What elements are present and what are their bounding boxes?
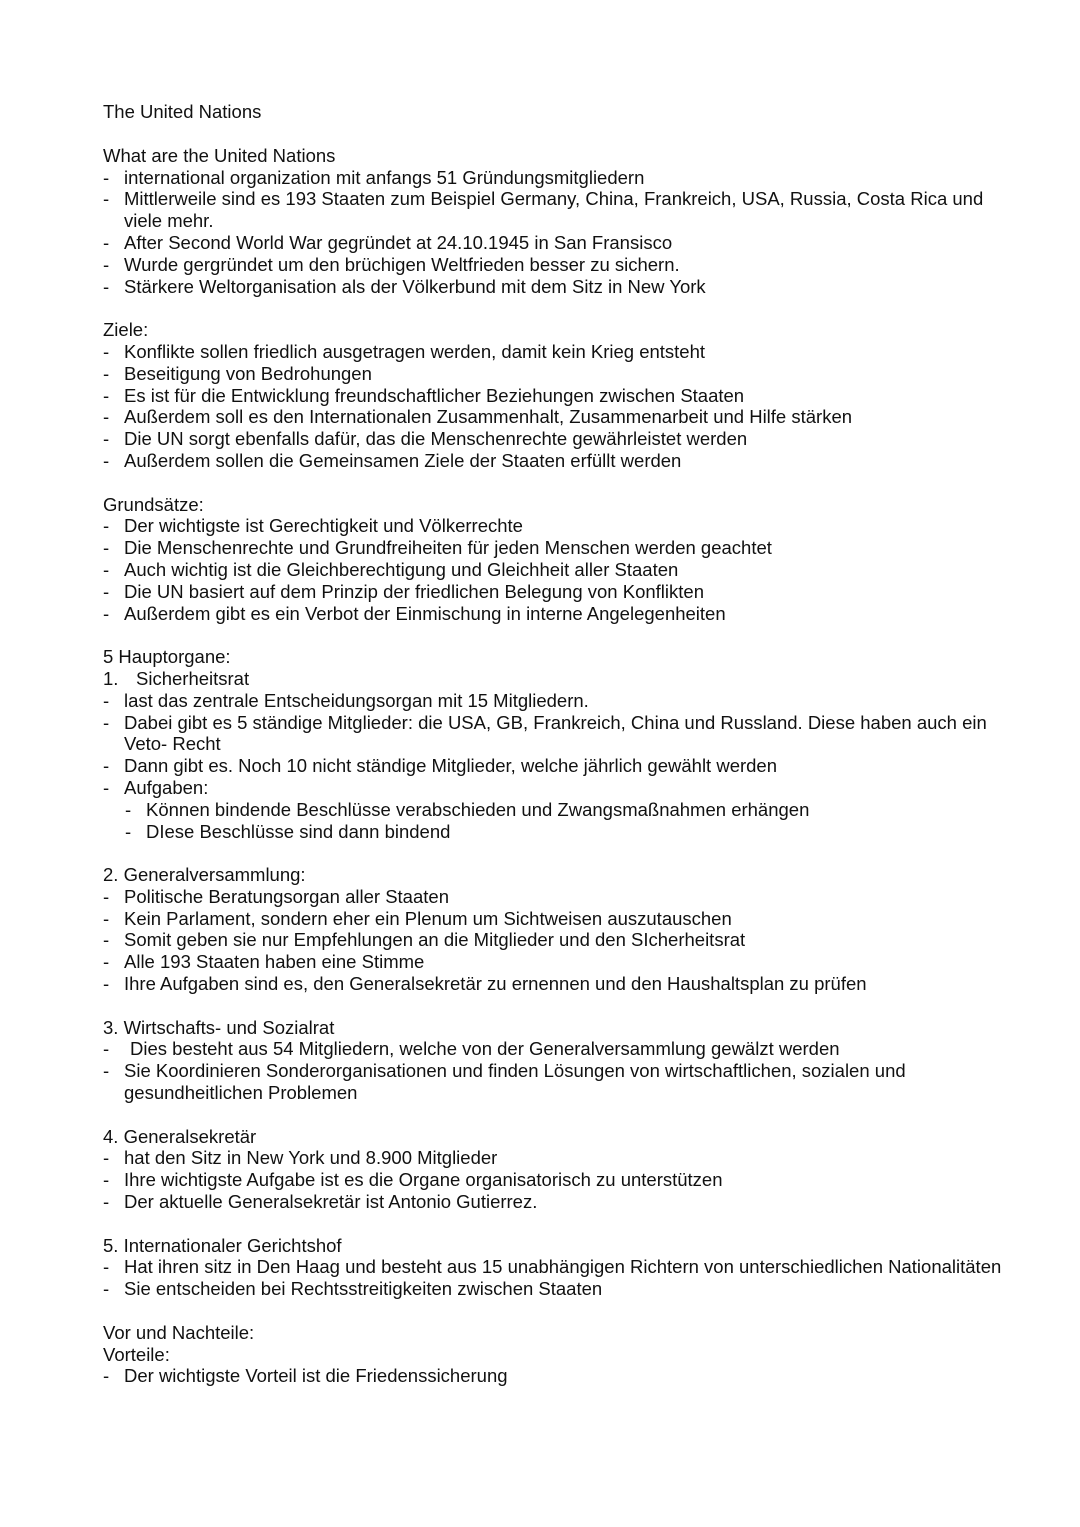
section-heading: Vor und Nachteile: (103, 1321, 255, 1343)
section-heading: 3. Wirtschafts- und Sozialrat (103, 1016, 335, 1038)
section-heading: Grundsätze: (103, 493, 204, 515)
section-grundsaetze (103, 494, 1020, 625)
item-number: 1. (103, 667, 119, 689)
list-item: - After Second World War gegründet at 24.10.1945 in San Fransisco (103, 232, 1020, 254)
section-heading: What are the United Nations (103, 144, 336, 166)
list-item: - Aufgaben: (103, 777, 1020, 799)
list-item: - Es ist für die Entwicklung freundschaftlicher Beziehungen zwischen Staaten (103, 385, 1020, 407)
section-intro (103, 145, 1020, 298)
sub-list-item: - Können bindende Beschlüsse verabschieden und Zwangsmaßnahmen erhängen (103, 799, 1020, 821)
list-item: - Sie Koordinieren Sonderorganisationen und finden Lösungen von wirtschaftlichen, sozialen und gesundheitlichen Problemen (103, 1060, 1020, 1104)
section-wirtschaftsrat (103, 1017, 1020, 1104)
list-item: - Stärkere Weltorganisation als der Völkerbund mit dem Sitz in New York (103, 276, 1020, 298)
list-item: - Alle 193 Staaten haben eine Stimme (103, 951, 1020, 973)
subsection-heading: Vorteile: (103, 1343, 170, 1365)
section-heading: 2. Generalversammlung: (103, 864, 306, 886)
section-generalversammlung (103, 864, 1020, 995)
list-item: - Außerdem sollen die Gemeinsamen Ziele der Staaten erfüllt werden (103, 450, 1020, 472)
list-item: - Die UN basiert auf dem Prinzip der friedlichen Belegung von Konflikten (103, 581, 1020, 603)
list-item: - Der wichtigste Vorteil ist die Friedenssicherung (103, 1365, 1020, 1387)
list-item: - Auch wichtig ist die Gleichberechtigung und Gleichheit aller Staaten (103, 559, 1020, 581)
list-item: - Dann gibt es. Noch 10 nicht ständige Mitglieder, welche jährlich gewählt werden (103, 755, 1020, 777)
section-heading: 5. Internationaler Gerichtshof (103, 1234, 342, 1256)
list-item: - Der wichtigste ist Gerechtigkeit und Völkerrechte (103, 515, 1020, 537)
list-item: - Politische Beratungsorgan aller Staaten (103, 886, 1020, 908)
list-item: - last das zentrale Entscheidungsorgan mit 15 Mitgliedern. (103, 690, 1020, 712)
item-title: Sicherheitsrat (136, 667, 250, 689)
section-heading: 4. Generalsekretär (103, 1125, 257, 1147)
section-heading: Ziele: (103, 319, 149, 341)
list-item: - international organization mit anfangs 51 Gründungsmitgliedern (103, 167, 1020, 189)
document-title: The United Nations (103, 101, 262, 122)
section-ziele (103, 319, 1020, 472)
list-item: - Mittlerweile sind es 193 Staaten zum Beispiel Germany, China, Frankreich, USA, Russia, Costa Rica und viele mehr. (103, 188, 1020, 232)
list-item: - Sie entscheiden bei Rechtsstreitigkeiten zwischen Staaten (103, 1278, 1020, 1300)
section-sicherheitsrat (103, 646, 1020, 842)
section-gerichtshof (103, 1235, 1020, 1300)
section-vor-nachteile (103, 1322, 1020, 1387)
list-item: - Außerdem gibt es ein Verbot der Einmischung in interne Angelegenheiten (103, 603, 1020, 625)
list-item: - Hat ihren sitz in Den Haag und besteht aus 15 unabhängigen Richtern von unterschiedlichen Nationalitäten (103, 1256, 1020, 1278)
list-item: - Die UN sorgt ebenfalls dafür, das die Menschenrechte gewährleistet werden (103, 428, 1020, 450)
list-item: - Kein Parlament, sondern eher ein Plenum um Sichtweisen auszutauschen (103, 908, 1020, 930)
list-item: - Die Menschenrechte und Grundfreiheiten für jeden Menschen werden geachtet (103, 537, 1020, 559)
section-generalsekretaer (103, 1126, 1020, 1213)
sub-list-item: - DIese Beschlüsse sind dann bindend (103, 821, 1020, 843)
list-item: - Beseitigung von Bedrohungen (103, 363, 1020, 385)
list-item: - Ihre wichtigste Aufgabe ist es die Organe organisatorisch zu unterstützen (103, 1169, 1020, 1191)
list-item: - Somit geben sie nur Empfehlungen an die Mitglieder und den SIcherheitsrat (103, 929, 1020, 951)
section-heading: 5 Hauptorgane: (103, 646, 231, 668)
list-item: - Wurde gergründet um den brüchigen Weltfrieden besser zu sichern. (103, 254, 1020, 276)
list-item: - Der aktuelle Generalsekretär ist Antonio Gutierrez. (103, 1191, 1020, 1213)
list-item: - Konflikte sollen friedlich ausgetragen werden, damit kein Krieg entsteht (103, 341, 1020, 363)
numbered-item-sicherheitsrat (103, 668, 1020, 690)
list-item: - Ihre Aufgaben sind es, den Generalsekretär zu ernennen und den Haushaltsplan zu prüfen (103, 973, 1020, 995)
list-item: - Außerdem soll es den Internationalen Zusammenhalt, Zusammenarbeit und Hilfe stärken (103, 406, 1020, 428)
list-item: - Dies besteht aus 54 Mitgliedern, welche von der Generalversammlung gewälzt werden (103, 1038, 1020, 1060)
list-item: - hat den Sitz in New York und 8.900 Mitglieder (103, 1147, 1020, 1169)
list-item: - Dabei gibt es 5 ständige Mitglieder: die USA, GB, Frankreich, China und Russland. Diese haben auch ein Veto- Recht (103, 712, 1020, 756)
